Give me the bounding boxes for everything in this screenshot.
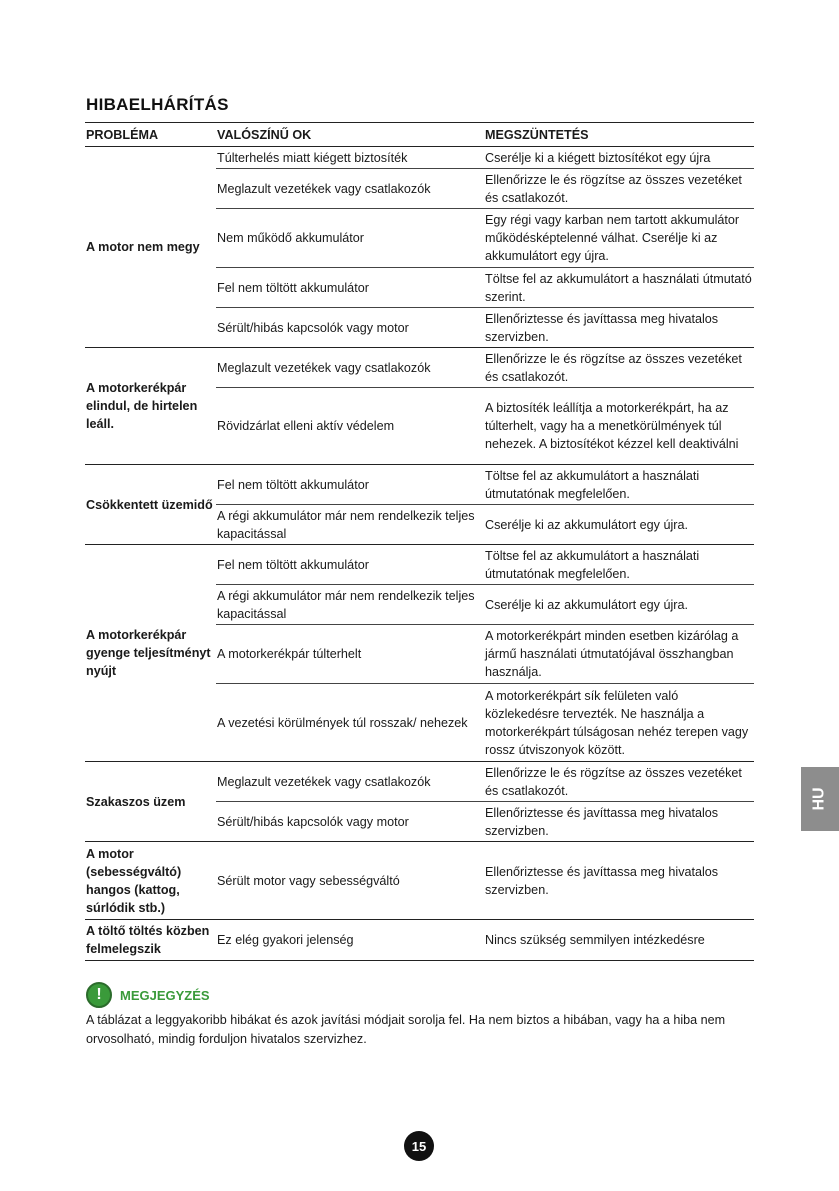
note-title: MEGJEGYZÉS: [120, 987, 210, 1003]
note-text: A táblázat a leggyakoribb hibákat és azok javítási módjait sorolja fel. Ha nem biztos a hibában, vagy ha a hiba nem orvosolható, mindig forduljon hivatalos szervizhez.: [86, 1013, 726, 1046]
fix-cell: A motorkerékpárt sík felületen való közlekedésre tervezték. Ne használja a motorkerékpárt túlságosan nehéz terepen vagy rossz útviszonyok között.: [484, 684, 754, 762]
cause-cell: Rövidzárlat elleni aktív védelem: [216, 388, 484, 465]
header-fix: MEGSZÜNTETÉS: [484, 123, 754, 147]
cause-cell: A motorkerékpár túlterhelt: [216, 625, 484, 684]
cause-cell: Sérült/hibás kapcsolók vagy motor: [216, 802, 484, 842]
fix-cell: Cserélje ki a kiégett biztosítékot egy újra: [484, 147, 754, 169]
cause-cell: Túlterhelés miatt kiégett biztosíték: [216, 147, 484, 169]
page-title: HIBAELHÁRÍTÁS: [86, 95, 229, 114]
fix-cell: A biztosíték leállítja a motorkerékpárt, ha az túlterhelt, vagy ha a menetkörülmények túl nehezek. A biztosítékot kézzel kell deaktiválni: [484, 388, 754, 465]
language-tab-label: HU: [810, 787, 828, 811]
cause-cell: Meglazult vezetékek vagy csatlakozók: [216, 169, 484, 209]
cause-cell: Sérült motor vagy sebességváltó: [216, 842, 484, 920]
problem-cell: A motorkerékpár elindul, de hirtelen leáll.: [85, 348, 216, 465]
troubleshooting-table: [85, 122, 754, 961]
page-number: 15: [404, 1131, 434, 1161]
cause-cell: Fel nem töltött akkumulátor: [216, 268, 484, 308]
note-header: [86, 982, 756, 1008]
fix-cell: Töltse fel az akkumulátort a használati útmutató szerint.: [484, 268, 754, 308]
fix-cell: Cserélje ki az akkumulátort egy újra.: [484, 585, 754, 625]
table-row: [85, 147, 754, 169]
cause-cell: Meglazult vezetékek vagy csatlakozók: [216, 762, 484, 802]
table-row: [85, 762, 754, 802]
cause-cell: Fel nem töltött akkumulátor: [216, 545, 484, 585]
cause-cell: A régi akkumulátor már nem rendelkezik teljes kapacitással: [216, 505, 484, 545]
problem-cell: A motor nem megy: [85, 147, 216, 348]
fix-cell: Ellenőrizze le és rögzítse az összes vezetéket és csatlakozót.: [484, 169, 754, 209]
problem-cell: A töltő töltés közben felmelegszik: [85, 920, 216, 961]
fix-cell: Ellenőriztesse és javíttassa meg hivatalos szervizben.: [484, 308, 754, 348]
table-row: [85, 842, 754, 920]
fix-cell: Egy régi vagy karban nem tartott akkumulátor működésképtelenné válhat. Cserélje ki az akkumulátort egy újra.: [484, 209, 754, 268]
table-row: [85, 920, 754, 961]
table-row: [85, 465, 754, 505]
language-tab: [801, 767, 839, 831]
table-row: [85, 348, 754, 388]
fix-cell: Cserélje ki az akkumulátort egy újra.: [484, 505, 754, 545]
problem-cell: Csökkentett üzemidő: [85, 465, 216, 545]
cause-cell: Sérült/hibás kapcsolók vagy motor: [216, 308, 484, 348]
cause-cell: Fel nem töltött akkumulátor: [216, 465, 484, 505]
cause-cell: A régi akkumulátor már nem rendelkezik teljes kapacitással: [216, 585, 484, 625]
problem-cell: Szakaszos üzem: [85, 762, 216, 842]
problem-cell: A motor (sebességváltó) hangos (kattog, súrlódik stb.): [85, 842, 216, 920]
problem-cell: A motorkerékpár gyenge teljesítményt nyújt: [85, 545, 216, 762]
fix-cell: Nincs szükség semmilyen intézkedésre: [484, 920, 754, 961]
fix-cell: A motorkerékpárt minden esetben kizárólag a jármű használati útmutatójával összhangban használja.: [484, 625, 754, 684]
cause-cell: Ez elég gyakori jelenség: [216, 920, 484, 961]
fix-cell: Ellenőriztesse és javíttassa meg hivatalos szervizben.: [484, 802, 754, 842]
fix-cell: Ellenőriztesse és javíttassa meg hivatalos szervizben.: [484, 842, 754, 920]
fix-cell: Töltse fel az akkumulátort a használati útmutatónak megfelelően.: [484, 465, 754, 505]
fix-cell: Ellenőrizze le és rögzítse az összes vezetéket és csatlakozót.: [484, 348, 754, 388]
exclamation-icon: !: [86, 982, 112, 1008]
header-problem: PROBLÉMA: [85, 123, 216, 147]
header-cause: VALÓSZÍNŰ OK: [216, 123, 484, 147]
note-box: [86, 982, 756, 1049]
table-header-row: [85, 123, 754, 147]
fix-cell: Ellenőrizze le és rögzítse az összes vezetéket és csatlakozót.: [484, 762, 754, 802]
table-row: [85, 545, 754, 585]
cause-cell: Nem működő akkumulátor: [216, 209, 484, 268]
cause-cell: Meglazult vezetékek vagy csatlakozók: [216, 348, 484, 388]
cause-cell: A vezetési körülmények túl rosszak/ nehezek: [216, 684, 484, 762]
fix-cell: Töltse fel az akkumulátort a használati útmutatónak megfelelően.: [484, 545, 754, 585]
